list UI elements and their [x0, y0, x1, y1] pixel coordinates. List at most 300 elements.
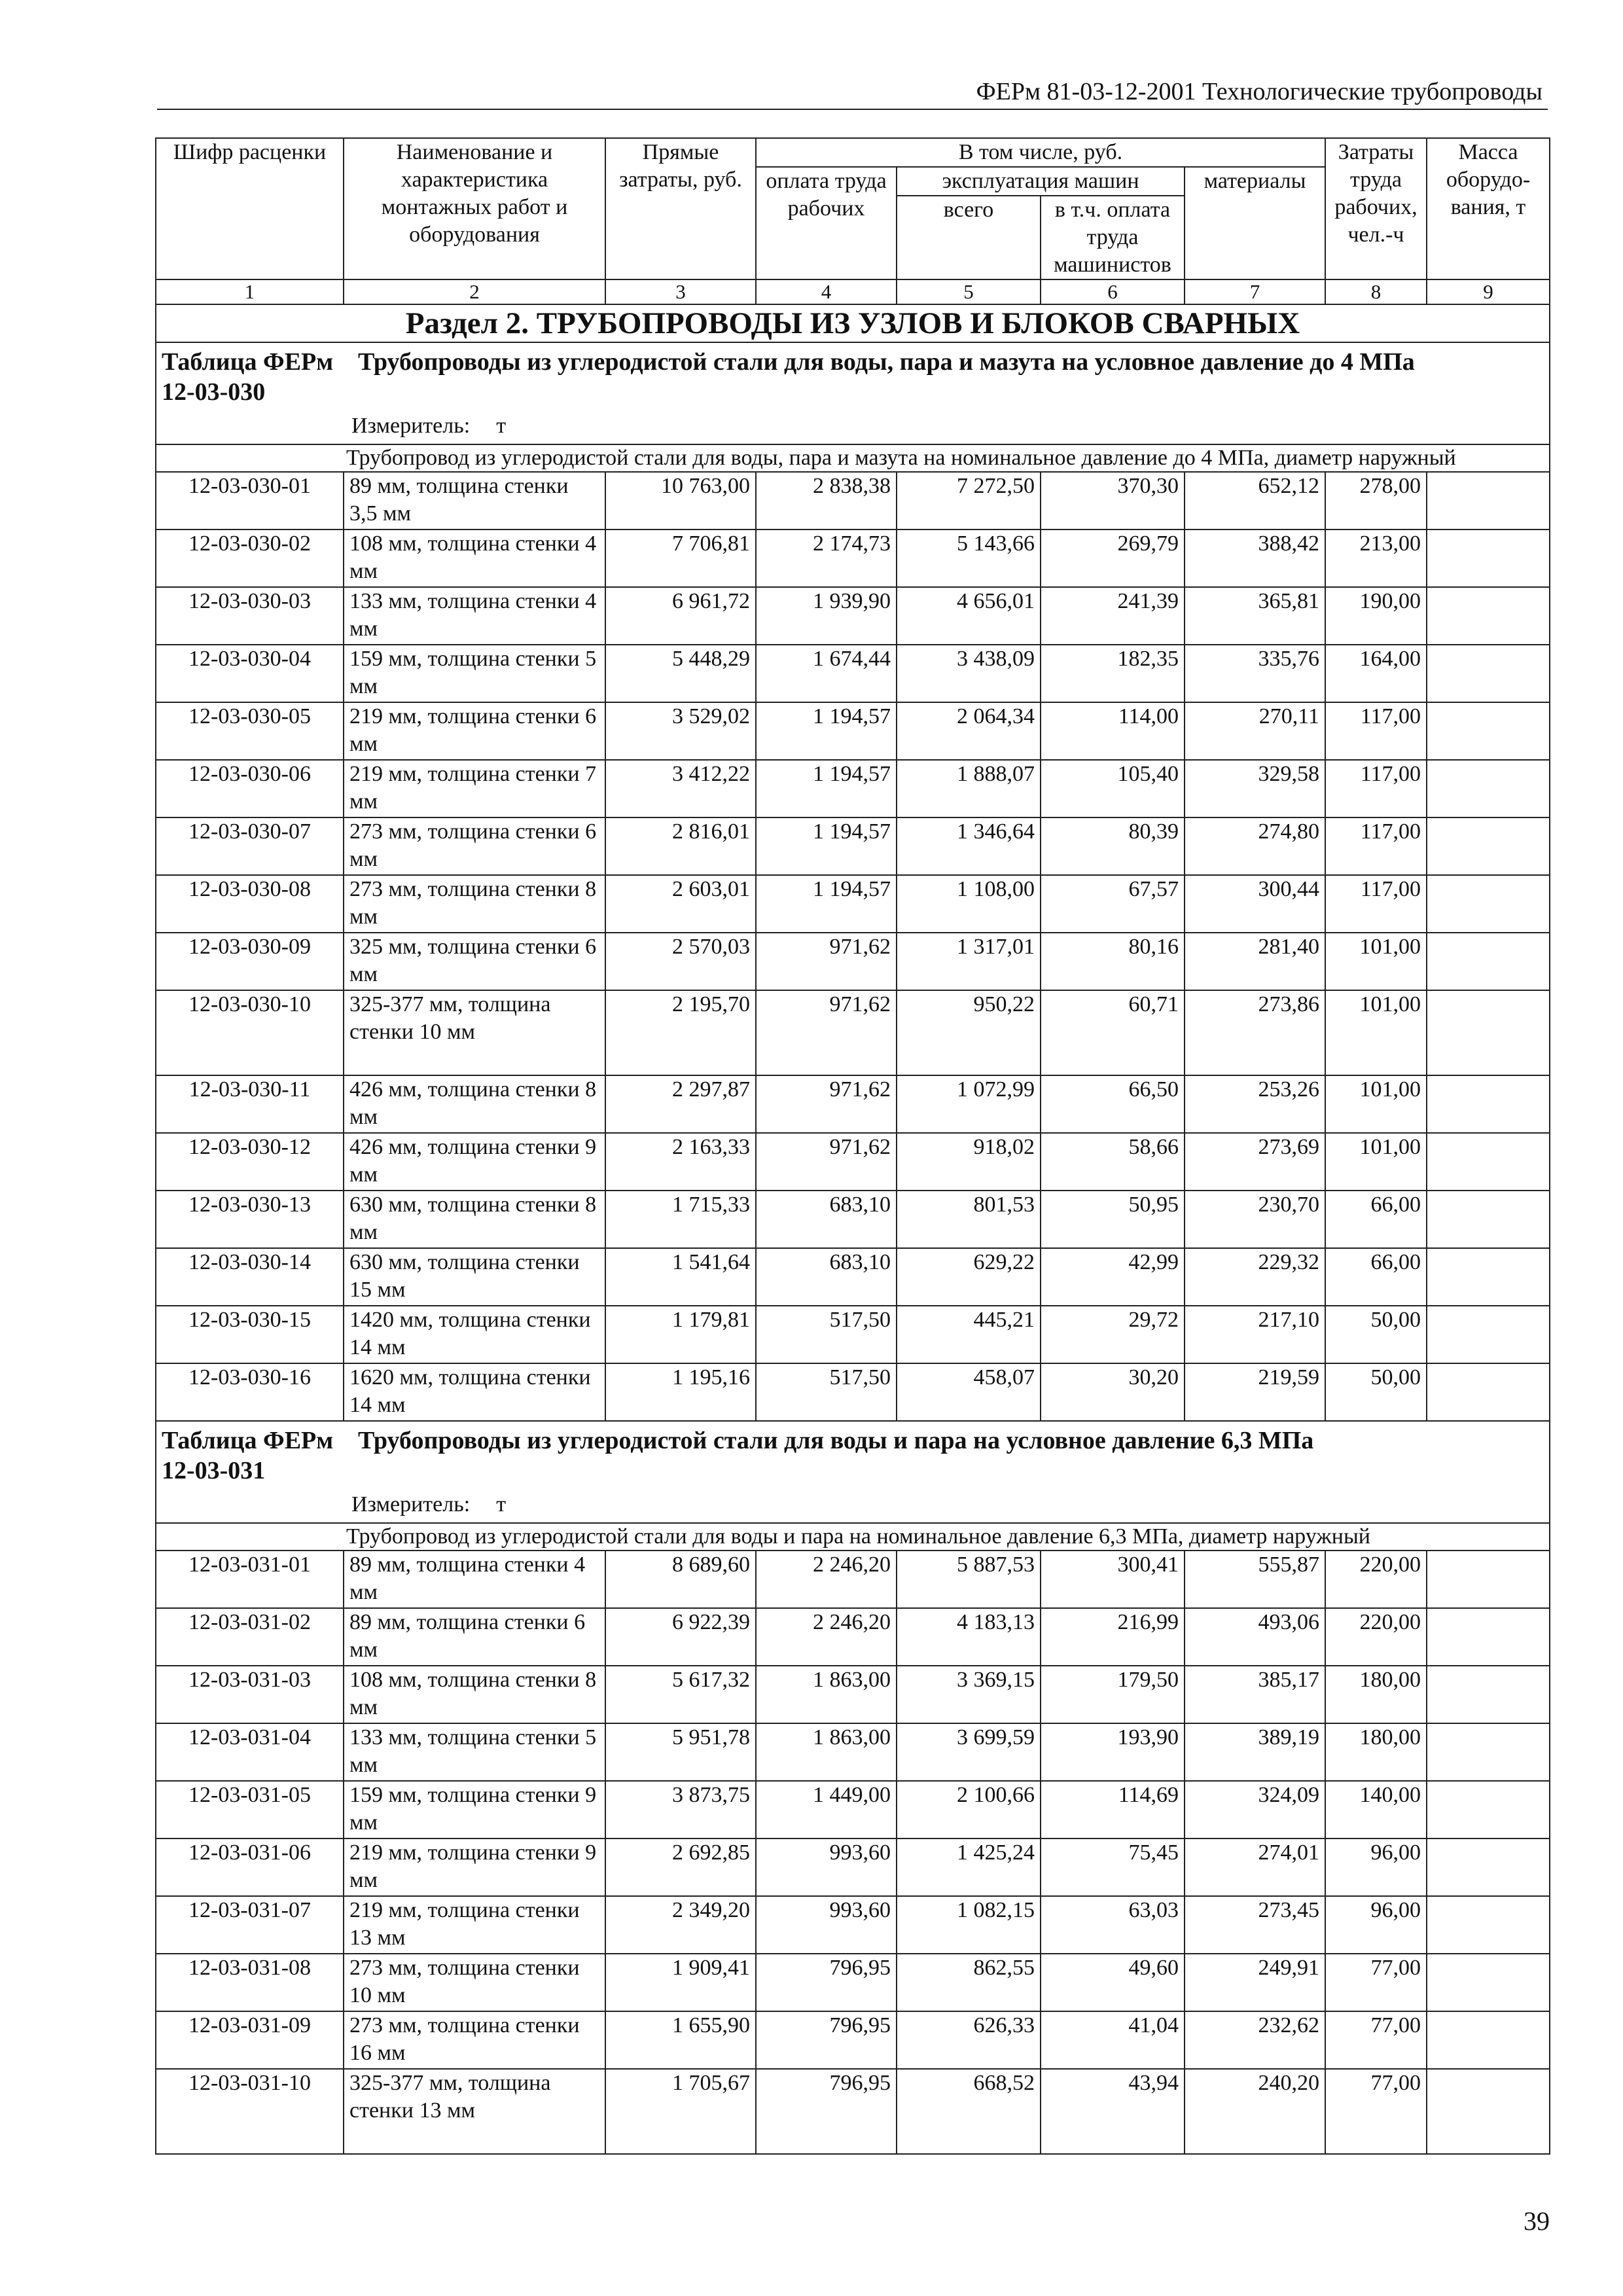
direct-costs: 2 163,33: [605, 1133, 756, 1191]
labor-pay: 1 449,00: [756, 1781, 897, 1839]
direct-costs: 6 922,39: [605, 1608, 756, 1666]
direct-costs: 1 541,64: [605, 1248, 756, 1306]
machinists-pay: 66,50: [1041, 1075, 1185, 1133]
direct-costs: 3 529,02: [605, 702, 756, 760]
labor-pay: 971,62: [756, 933, 897, 990]
direct-costs: 7 706,81: [605, 529, 756, 587]
machinists-pay: 300,41: [1041, 1551, 1185, 1608]
labor-pay: 1 194,57: [756, 875, 897, 933]
rate-code: 12-03-031-08: [156, 1954, 344, 2011]
materials-cost: 335,76: [1185, 645, 1325, 702]
document-title: ФЕРм 81-03-12-2001 Технологические трубопроводы: [976, 78, 1543, 105]
rate-code: 12-03-031-02: [156, 1608, 344, 1666]
table-name: Трубопроводы из углеродистой стали для воды, пара и мазута на условное давление до 4 МПа: [358, 348, 1415, 376]
machines-total: 5 887,53: [897, 1551, 1041, 1608]
labor-hours: 117,00: [1325, 817, 1427, 875]
materials-cost: 240,20: [1185, 2069, 1325, 2154]
table-title: [162, 347, 1544, 407]
materials-cost: 385,17: [1185, 1666, 1325, 1723]
column-number: 5: [897, 279, 1041, 304]
direct-costs: 2 816,01: [605, 817, 756, 875]
rate-code: 12-03-030-15: [156, 1306, 344, 1363]
table-row: [156, 1075, 1550, 1133]
materials-cost: 555,87: [1185, 1551, 1325, 1608]
table-row: [156, 1781, 1550, 1839]
page-header: [157, 68, 1548, 110]
labor-hours: 101,00: [1325, 1075, 1427, 1133]
machines-total: 1 425,24: [897, 1839, 1041, 1896]
materials-cost: 229,32: [1185, 1248, 1325, 1306]
work-name: 133 мм, толщина стенки 5 мм: [344, 1723, 605, 1781]
labor-hours: 140,00: [1325, 1781, 1427, 1839]
materials-cost: 652,12: [1185, 472, 1325, 529]
equipment-mass: [1427, 472, 1550, 529]
labor-hours: 220,00: [1325, 1608, 1427, 1666]
column-number: 9: [1427, 279, 1550, 304]
labor-hours: 96,00: [1325, 1839, 1427, 1896]
equipment-mass: [1427, 875, 1550, 933]
labor-hours: 180,00: [1325, 1666, 1427, 1723]
labor-pay: 993,60: [756, 1896, 897, 1954]
work-name: 159 мм, толщина стенки 9 мм: [344, 1781, 605, 1839]
labor-hours: 101,00: [1325, 1133, 1427, 1191]
equipment-mass: [1427, 1191, 1550, 1248]
header-materials: материалы: [1185, 167, 1325, 279]
table-description: Трубопровод из углеродистой стали для воды, пара и мазута на номинальное давление до 4 МПа, диаметр наружный: [156, 444, 1550, 472]
work-name: 1620 мм, толщина стенки 14 мм: [344, 1363, 605, 1421]
labor-pay: 2 838,38: [756, 472, 897, 529]
work-name: 273 мм, толщина стенки 10 мм: [344, 1954, 605, 2011]
machinists-pay: 75,45: [1041, 1839, 1185, 1896]
rate-code: 12-03-030-16: [156, 1363, 344, 1421]
machines-total: 458,07: [897, 1363, 1041, 1421]
direct-costs: 6 961,72: [605, 587, 756, 645]
equipment-mass: [1427, 817, 1550, 875]
header-labor-pay: оплата труда рабочих: [756, 167, 897, 279]
equipment-mass: [1427, 760, 1550, 817]
rate-code: 12-03-030-05: [156, 702, 344, 760]
machinists-pay: 193,90: [1041, 1723, 1185, 1781]
table-row: [156, 1954, 1550, 2011]
equipment-mass: [1427, 933, 1550, 990]
labor-pay: 2 174,73: [756, 529, 897, 587]
direct-costs: 2 570,03: [605, 933, 756, 990]
materials-cost: 329,58: [1185, 760, 1325, 817]
labor-hours: 77,00: [1325, 2011, 1427, 2069]
direct-costs: 1 655,90: [605, 2011, 756, 2069]
table-row: [156, 587, 1550, 645]
table-code: Таблица ФЕРм 12-03-031: [162, 1427, 334, 1484]
work-name: 426 мм, толщина стенки 8 мм: [344, 1075, 605, 1133]
equipment-mass: [1427, 1075, 1550, 1133]
equipment-mass: [1427, 587, 1550, 645]
machines-total: 1 082,15: [897, 1896, 1041, 1954]
machines-total: 4 183,13: [897, 1608, 1041, 1666]
labor-hours: 96,00: [1325, 1896, 1427, 1954]
machines-total: 2 100,66: [897, 1781, 1041, 1839]
rate-code: 12-03-030-10: [156, 990, 344, 1075]
direct-costs: 5 951,78: [605, 1723, 756, 1781]
table-row: [156, 1306, 1550, 1363]
machinists-pay: 269,79: [1041, 529, 1185, 587]
rate-code: 12-03-031-03: [156, 1666, 344, 1723]
rate-code: 12-03-031-05: [156, 1781, 344, 1839]
header-machines: эксплуатация машин: [897, 167, 1185, 196]
labor-hours: 66,00: [1325, 1248, 1427, 1306]
direct-costs: 10 763,00: [605, 472, 756, 529]
labor-hours: 213,00: [1325, 529, 1427, 587]
equipment-mass: [1427, 2069, 1550, 2154]
machines-total: 3 438,09: [897, 645, 1041, 702]
work-name: 325-377 мм, толщина стенки 13 мм: [344, 2069, 605, 2154]
materials-cost: 270,11: [1185, 702, 1325, 760]
section-title: Раздел 2. ТРУБОПРОВОДЫ ИЗ УЗЛОВ И БЛОКОВ СВАРНЫХ: [156, 304, 1550, 342]
labor-hours: 190,00: [1325, 587, 1427, 645]
equipment-mass: [1427, 1954, 1550, 2011]
table-header: [156, 138, 1550, 279]
page-number: 39: [1524, 2206, 1550, 2236]
direct-costs: 1 715,33: [605, 1191, 756, 1248]
materials-cost: 389,19: [1185, 1723, 1325, 1781]
column-number: 1: [156, 279, 344, 304]
work-name: 219 мм, толщина стенки 7 мм: [344, 760, 605, 817]
labor-pay: 1 194,57: [756, 702, 897, 760]
machinists-pay: 241,39: [1041, 587, 1185, 645]
table-title: [162, 1426, 1544, 1486]
equipment-mass: [1427, 1839, 1550, 1896]
labor-hours: 77,00: [1325, 1954, 1427, 2011]
rate-code: 12-03-030-03: [156, 587, 344, 645]
column-number: 7: [1185, 279, 1325, 304]
labor-hours: 50,00: [1325, 1363, 1427, 1421]
materials-cost: 324,09: [1185, 1781, 1325, 1839]
machinists-pay: 182,35: [1041, 645, 1185, 702]
materials-cost: 388,42: [1185, 529, 1325, 587]
work-name: 273 мм, толщина стенки 16 мм: [344, 2011, 605, 2069]
work-name: 325 мм, толщина стенки 6 мм: [344, 933, 605, 990]
machines-total: 3 369,15: [897, 1666, 1041, 1723]
machines-total: 3 699,59: [897, 1723, 1041, 1781]
table-title-row: [156, 1421, 1550, 1523]
materials-cost: 219,59: [1185, 1363, 1325, 1421]
labor-hours: 278,00: [1325, 472, 1427, 529]
materials-cost: 365,81: [1185, 587, 1325, 645]
labor-pay: 1 939,90: [756, 587, 897, 645]
materials-cost: 274,01: [1185, 1839, 1325, 1896]
table-row: [156, 1551, 1550, 1608]
section-title-row: [156, 304, 1550, 342]
table-row: [156, 702, 1550, 760]
machinists-pay: 370,30: [1041, 472, 1185, 529]
labor-hours: 50,00: [1325, 1306, 1427, 1363]
work-name: 273 мм, толщина стенки 8 мм: [344, 875, 605, 933]
rate-code: 12-03-030-14: [156, 1248, 344, 1306]
table-name: Трубопроводы из углеродистой стали для воды и пара на условное давление 6,3 МПа: [358, 1427, 1314, 1454]
table-title-cell: [156, 342, 1550, 444]
table-row: [156, 2069, 1550, 2154]
column-numbers-row: [156, 279, 1550, 304]
machinists-pay: 58,66: [1041, 1133, 1185, 1191]
machinists-pay: 49,60: [1041, 1954, 1185, 2011]
description-row: [156, 1523, 1550, 1551]
table-row: [156, 1839, 1550, 1896]
header-name: Наименование и характеристика монтажных работ и оборудования: [344, 138, 605, 279]
materials-cost: 274,80: [1185, 817, 1325, 875]
materials-cost: 230,70: [1185, 1191, 1325, 1248]
work-name: 133 мм, толщина стенки 4 мм: [344, 587, 605, 645]
equipment-mass: [1427, 1551, 1550, 1608]
labor-hours: 117,00: [1325, 702, 1427, 760]
machines-total: 918,02: [897, 1133, 1041, 1191]
column-number: 4: [756, 279, 897, 304]
machines-total: 1 108,00: [897, 875, 1041, 933]
labor-pay: 796,95: [756, 2011, 897, 2069]
rate-code: 12-03-031-10: [156, 2069, 344, 2154]
machines-total: 1 346,64: [897, 817, 1041, 875]
column-number: 3: [605, 279, 756, 304]
materials-cost: 273,69: [1185, 1133, 1325, 1191]
direct-costs: 3 412,22: [605, 760, 756, 817]
materials-cost: 232,62: [1185, 2011, 1325, 2069]
direct-costs: 1 909,41: [605, 1954, 756, 2011]
materials-cost: 273,45: [1185, 1896, 1325, 1954]
equipment-mass: [1427, 1248, 1550, 1306]
materials-cost: 281,40: [1185, 933, 1325, 990]
labor-pay: 1 194,57: [756, 760, 897, 817]
column-number: 8: [1325, 279, 1427, 304]
work-name: 1420 мм, толщина стенки 14 мм: [344, 1306, 605, 1363]
work-name: 273 мм, толщина стенки 6 мм: [344, 817, 605, 875]
labor-pay: 1 194,57: [756, 817, 897, 875]
table-row: [156, 2011, 1550, 2069]
equipment-mass: [1427, 702, 1550, 760]
rate-code: 12-03-030-11: [156, 1075, 344, 1133]
table-row: [156, 1896, 1550, 1954]
equipment-mass: [1427, 990, 1550, 1075]
header-machinists-pay: в т.ч. оплата труда машинистов: [1041, 196, 1185, 279]
work-name: 219 мм, толщина стенки 6 мм: [344, 702, 605, 760]
rates-table: [155, 137, 1550, 2155]
machinists-pay: 105,40: [1041, 760, 1185, 817]
table-body: [156, 279, 1550, 2154]
labor-pay: 517,50: [756, 1363, 897, 1421]
rate-code: 12-03-031-06: [156, 1839, 344, 1896]
table-row: [156, 933, 1550, 990]
work-name: 426 мм, толщина стенки 9 мм: [344, 1133, 605, 1191]
labor-pay: 971,62: [756, 990, 897, 1075]
equipment-mass: [1427, 1306, 1550, 1363]
machines-total: 2 064,34: [897, 702, 1041, 760]
direct-costs: 2 692,85: [605, 1839, 756, 1896]
labor-hours: 220,00: [1325, 1551, 1427, 1608]
table-title-row: [156, 342, 1550, 444]
machines-total: 5 143,66: [897, 529, 1041, 587]
machinists-pay: 29,72: [1041, 1306, 1185, 1363]
labor-pay: 971,62: [756, 1133, 897, 1191]
rate-code: 12-03-030-06: [156, 760, 344, 817]
meter-label: Измеритель:: [351, 1492, 471, 1516]
labor-pay: 683,10: [756, 1248, 897, 1306]
equipment-mass: [1427, 1666, 1550, 1723]
direct-costs: 1 705,67: [605, 2069, 756, 2154]
equipment-mass: [1427, 529, 1550, 587]
labor-pay: 796,95: [756, 2069, 897, 2154]
machinists-pay: 30,20: [1041, 1363, 1185, 1421]
column-number: 2: [344, 279, 605, 304]
machinists-pay: 60,71: [1041, 990, 1185, 1075]
rate-code: 12-03-031-01: [156, 1551, 344, 1608]
materials-cost: 253,26: [1185, 1075, 1325, 1133]
materials-cost: 249,91: [1185, 1954, 1325, 2011]
rate-code: 12-03-030-09: [156, 933, 344, 990]
labor-hours: 101,00: [1325, 990, 1427, 1075]
labor-pay: 517,50: [756, 1306, 897, 1363]
rate-code: 12-03-030-12: [156, 1133, 344, 1191]
machinists-pay: 179,50: [1041, 1666, 1185, 1723]
materials-cost: 493,06: [1185, 1608, 1325, 1666]
labor-pay: 2 246,20: [756, 1551, 897, 1608]
work-name: 159 мм, толщина стенки 5 мм: [344, 645, 605, 702]
equipment-mass: [1427, 645, 1550, 702]
rate-code: 12-03-030-08: [156, 875, 344, 933]
machinists-pay: 114,00: [1041, 702, 1185, 760]
machinists-pay: 80,39: [1041, 817, 1185, 875]
header-code: Шифр расценки: [156, 138, 344, 279]
direct-costs: 1 179,81: [605, 1306, 756, 1363]
table-row: [156, 529, 1550, 587]
rate-code: 12-03-030-02: [156, 529, 344, 587]
equipment-mass: [1427, 2011, 1550, 2069]
table-row: [156, 875, 1550, 933]
direct-costs: 2 349,20: [605, 1896, 756, 1954]
labor-pay: 971,62: [756, 1075, 897, 1133]
equipment-mass: [1427, 1363, 1550, 1421]
machines-total: 4 656,01: [897, 587, 1041, 645]
work-name: 325-377 мм, толщина стенки 10 мм: [344, 990, 605, 1075]
table-title-cell: [156, 1421, 1550, 1523]
work-name: 219 мм, толщина стенки 9 мм: [344, 1839, 605, 1896]
meter-unit: т: [496, 414, 507, 438]
machinists-pay: 42,99: [1041, 1248, 1185, 1306]
work-name: 89 мм, толщина стенки 6 мм: [344, 1608, 605, 1666]
machinists-pay: 80,16: [1041, 933, 1185, 990]
materials-cost: 273,86: [1185, 990, 1325, 1075]
labor-hours: 117,00: [1325, 875, 1427, 933]
header-machines-total: всего: [897, 196, 1041, 279]
table-row: [156, 1666, 1550, 1723]
equipment-mass: [1427, 1781, 1550, 1839]
labor-pay: 1 863,00: [756, 1723, 897, 1781]
direct-costs: 5 448,29: [605, 645, 756, 702]
machines-total: 668,52: [897, 2069, 1041, 2154]
labor-hours: 117,00: [1325, 760, 1427, 817]
rate-code: 12-03-031-07: [156, 1896, 344, 1954]
work-name: 630 мм, толщина стенки 15 мм: [344, 1248, 605, 1306]
machines-total: 862,55: [897, 1954, 1041, 2011]
machines-total: 629,22: [897, 1248, 1041, 1306]
work-name: 108 мм, толщина стенки 4 мм: [344, 529, 605, 587]
description-row: [156, 444, 1550, 472]
table-row: [156, 1191, 1550, 1248]
table-row: [156, 472, 1550, 529]
labor-hours: 77,00: [1325, 2069, 1427, 2154]
labor-pay: 993,60: [756, 1839, 897, 1896]
table-row: [156, 1133, 1550, 1191]
table-row: [156, 645, 1550, 702]
meter-line: [162, 411, 1544, 441]
direct-costs: 2 603,01: [605, 875, 756, 933]
labor-pay: 683,10: [756, 1191, 897, 1248]
machinists-pay: 67,57: [1041, 875, 1185, 933]
header-equipment-mass: Масса оборудо-вания, т: [1427, 138, 1550, 279]
machinists-pay: 50,95: [1041, 1191, 1185, 1248]
direct-costs: 2 195,70: [605, 990, 756, 1075]
equipment-mass: [1427, 1723, 1550, 1781]
machinists-pay: 216,99: [1041, 1608, 1185, 1666]
machines-total: 626,33: [897, 2011, 1041, 2069]
materials-cost: 300,44: [1185, 875, 1325, 933]
labor-hours: 66,00: [1325, 1191, 1427, 1248]
rate-code: 12-03-030-04: [156, 645, 344, 702]
equipment-mass: [1427, 1608, 1550, 1666]
machines-total: 950,22: [897, 990, 1041, 1075]
machines-total: 801,53: [897, 1191, 1041, 1248]
machinists-pay: 41,04: [1041, 2011, 1185, 2069]
machines-total: 1 072,99: [897, 1075, 1041, 1133]
work-name: 89 мм, толщина стенки 3,5 мм: [344, 472, 605, 529]
table-row: [156, 817, 1550, 875]
machines-total: 7 272,50: [897, 472, 1041, 529]
equipment-mass: [1427, 1133, 1550, 1191]
direct-costs: 5 617,32: [605, 1666, 756, 1723]
labor-pay: 1 863,00: [756, 1666, 897, 1723]
meter-line: [162, 1490, 1544, 1520]
rate-code: 12-03-030-13: [156, 1191, 344, 1248]
direct-costs: 2 297,87: [605, 1075, 756, 1133]
labor-hours: 180,00: [1325, 1723, 1427, 1781]
labor-pay: 1 674,44: [756, 645, 897, 702]
equipment-mass: [1427, 1896, 1550, 1954]
work-name: 630 мм, толщина стенки 8 мм: [344, 1191, 605, 1248]
table-description: Трубопровод из углеродистой стали для воды и пара на номинальное давление 6,3 МПа, диаметр наружный: [156, 1523, 1550, 1551]
direct-costs: 8 689,60: [605, 1551, 756, 1608]
work-name: 89 мм, толщина стенки 4 мм: [344, 1551, 605, 1608]
work-name: 219 мм, толщина стенки 13 мм: [344, 1896, 605, 1954]
header-labor-cost: Затраты труда рабочих, чел.-ч: [1325, 138, 1427, 279]
table-row: [156, 1723, 1550, 1781]
table-code: Таблица ФЕРм 12-03-030: [162, 348, 334, 406]
header-direct-costs: Прямые затраты, руб.: [605, 138, 756, 279]
rate-code: 12-03-031-04: [156, 1723, 344, 1781]
direct-costs: 3 873,75: [605, 1781, 756, 1839]
materials-cost: 217,10: [1185, 1306, 1325, 1363]
column-number: 6: [1041, 279, 1185, 304]
machinists-pay: 114,69: [1041, 1781, 1185, 1839]
meter-label: Измеритель:: [351, 414, 471, 438]
labor-pay: 2 246,20: [756, 1608, 897, 1666]
machinists-pay: 43,94: [1041, 2069, 1185, 2154]
machinists-pay: 63,03: [1041, 1896, 1185, 1954]
rate-code: 12-03-031-09: [156, 2011, 344, 2069]
table-row: [156, 1608, 1550, 1666]
table-row: [156, 1363, 1550, 1421]
header-in-total: В том числе, руб.: [756, 138, 1325, 167]
table-row: [156, 760, 1550, 817]
rate-code: 12-03-030-01: [156, 472, 344, 529]
labor-hours: 164,00: [1325, 645, 1427, 702]
machines-total: 1 888,07: [897, 760, 1041, 817]
meter-unit: т: [496, 1492, 507, 1516]
